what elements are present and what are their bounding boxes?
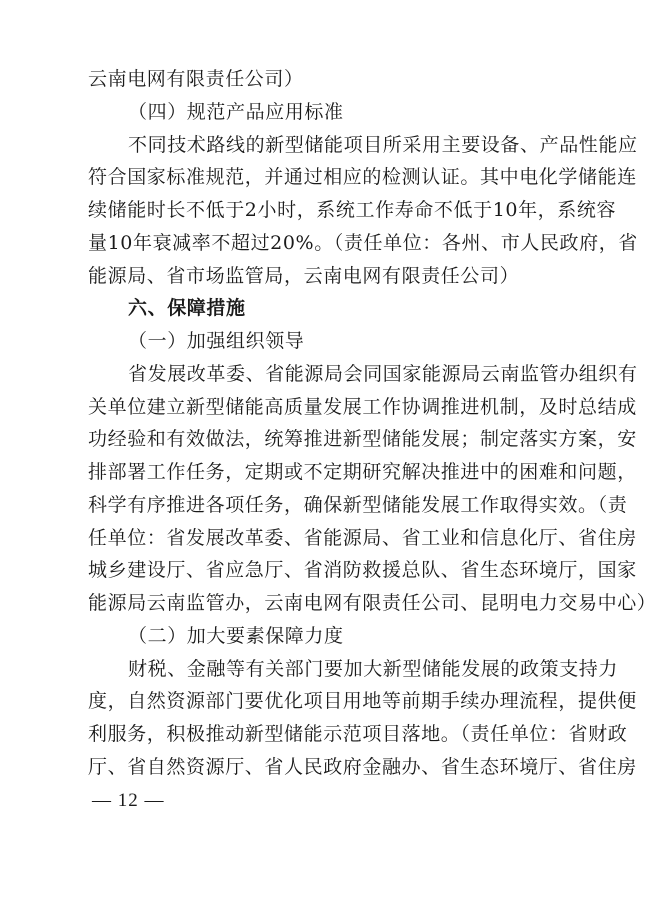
section-heading: 六、保障措施 bbox=[128, 297, 246, 320]
paragraph-line: 利服务，积极推动新型储能示范项目落地。（责任单位：省财政 bbox=[88, 723, 628, 746]
paragraph-line: 财税、金融等有关部门要加大新型储能发展的政策支持力 bbox=[128, 657, 619, 680]
paragraph-line: 能源局云南监管办，云南电网有限责任公司、昆明电力交易中心） bbox=[88, 592, 657, 615]
paragraph-line: 科学有序推进各项任务，确保新型储能发展工作取得实效。（责 bbox=[88, 493, 628, 516]
page-number: — 12 — bbox=[92, 790, 165, 811]
subsection-heading: （二）加大要素保障力度 bbox=[128, 624, 344, 647]
paragraph-line: 厅、省自然资源厅、省人民政府金融办、省生态环境厅、省住房 bbox=[88, 756, 637, 778]
paragraph-line: 城乡建设厅、省应急厅、省消防救援总队、省生态环境厅，国家 bbox=[88, 559, 637, 582]
paragraph-line: 排部署工作任务，定期或不定期研究解决推进中的困难和问题， bbox=[88, 461, 637, 484]
paragraph-line: 能源局、省市场监管局，云南电网有限责任公司） bbox=[88, 264, 520, 287]
paragraph-line: 符合国家标准规范，并通过相应的检测认证。其中电化学储能连 bbox=[88, 166, 637, 189]
paragraph-line: 功经验和有效做法，统筹推进新型储能发展；制定落实方案，安 bbox=[88, 428, 637, 451]
paragraph-line: 续储能时长不低于2小时，系统工作寿命不低于10年，系统容 bbox=[88, 199, 617, 222]
paragraph-line: 不同技术路线的新型储能项目所采用主要设备、产品性能应 bbox=[128, 133, 638, 156]
paragraph-line: 任单位：省发展改革委、省能源局、省工业和信息化厅、省住房 bbox=[88, 526, 637, 549]
subsection-heading: （四）规范产品应用标准 bbox=[128, 100, 344, 123]
paragraph-line: 量10年衰减率不超过20%。（责任单位：各州、市人民政府，省 bbox=[88, 231, 638, 254]
paragraph-line: 关单位建立新型储能高质量发展工作协调推进机制，及时总结成 bbox=[88, 395, 637, 418]
text-line: 云南电网有限责任公司） bbox=[88, 68, 304, 90]
paragraph-line: 度，自然资源部门要优化项目用地等前期手续办理流程，提供便 bbox=[88, 690, 637, 713]
subsection-heading: （一）加强组织领导 bbox=[128, 330, 305, 353]
paragraph-line: 省发展改革委、省能源局会同国家能源局云南监管办组织有 bbox=[128, 362, 638, 385]
